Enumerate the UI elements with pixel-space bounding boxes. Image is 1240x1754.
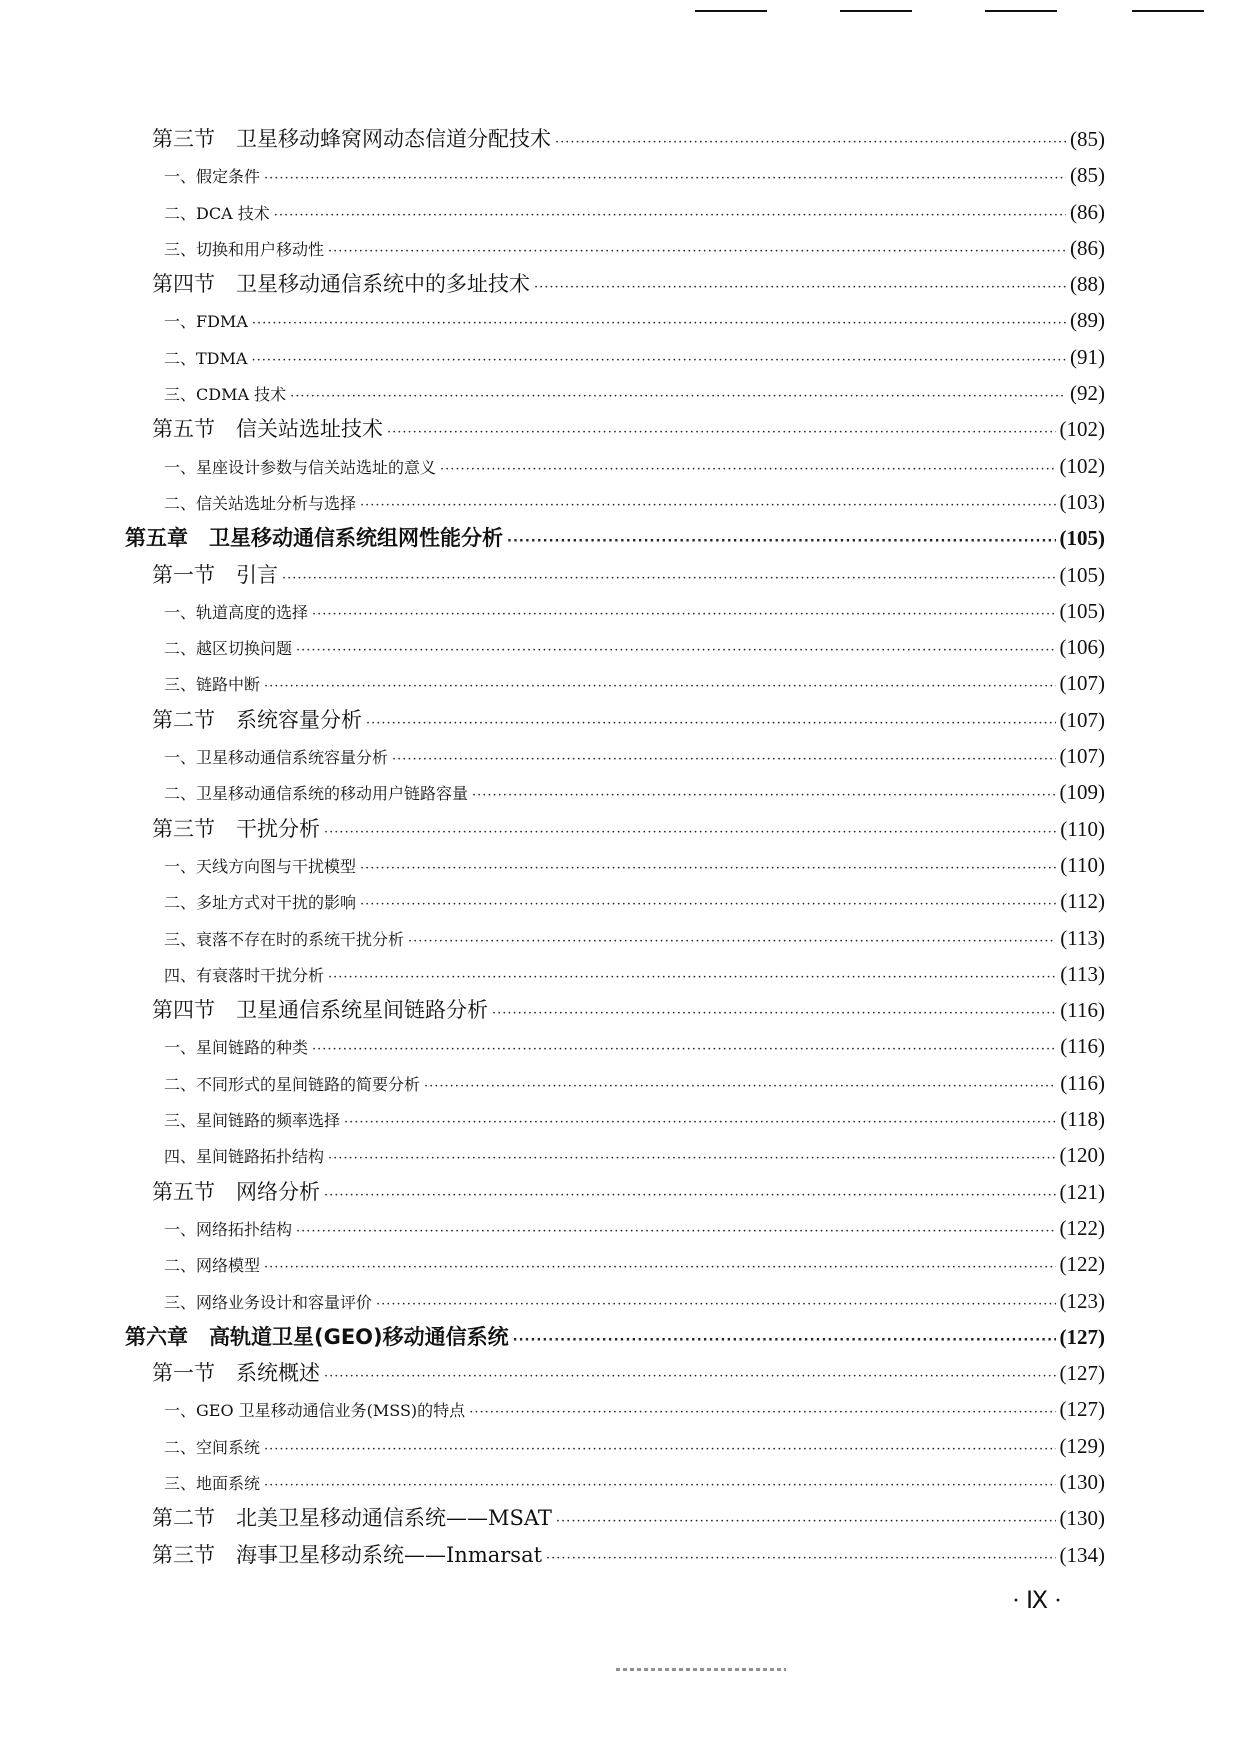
toc-entry-page: (120) xyxy=(1059,1143,1105,1168)
toc-subsection[interactable] xyxy=(125,1283,1105,1319)
toc-subsection[interactable] xyxy=(125,448,1105,484)
toc-entry-title: 三、CDMA 技术 xyxy=(164,385,287,405)
header-rule-4 xyxy=(1132,10,1204,12)
toc-entry-page: (105) xyxy=(1059,562,1105,587)
toc-section[interactable] xyxy=(125,702,1105,738)
toc-entry-page: (89) xyxy=(1070,308,1105,333)
dot-leader xyxy=(282,561,1056,597)
dot-leader xyxy=(312,597,1055,633)
toc-entry-page: (107) xyxy=(1059,707,1105,732)
toc-entry-title: 二、空间系统 xyxy=(164,1437,261,1457)
dot-leader xyxy=(251,343,1066,379)
dot-leader xyxy=(274,198,1066,234)
toc-entry-page: (85) xyxy=(1070,163,1105,188)
dot-leader xyxy=(296,633,1055,669)
toc-section[interactable] xyxy=(125,266,1105,302)
toc-entry-title: 一、卫星移动通信系统容量分析 xyxy=(164,748,389,768)
toc-entry-title: 一、星间链路的种类 xyxy=(164,1038,309,1058)
toc-subsection[interactable] xyxy=(125,1101,1105,1137)
toc-entry-title: 三、网络业务设计和容量评价 xyxy=(164,1292,373,1312)
dot-leader xyxy=(360,887,1056,923)
toc-entry-page: (86) xyxy=(1070,235,1105,260)
toc-entry-page: (130) xyxy=(1059,1506,1105,1531)
dot-leader xyxy=(296,1214,1055,1250)
dot-leader xyxy=(534,270,1066,306)
toc-entry-page: (127) xyxy=(1059,1397,1105,1422)
toc-entry-page: (113) xyxy=(1060,961,1105,986)
toc-section[interactable] xyxy=(125,1537,1105,1573)
dot-leader xyxy=(546,1541,1055,1577)
toc-entry-page: (123) xyxy=(1059,1288,1105,1313)
toc-subsection[interactable] xyxy=(125,1137,1105,1173)
toc-subsection[interactable] xyxy=(125,339,1105,375)
dot-leader xyxy=(472,778,1055,814)
dot-leader xyxy=(392,742,1055,778)
toc-section[interactable] xyxy=(125,411,1105,447)
toc-entry-title: 二、DCA 技术 xyxy=(164,203,270,223)
toc-subsection[interactable] xyxy=(125,920,1105,956)
toc-entry-title: 二、不同形式的星间链路的简要分析 xyxy=(164,1074,421,1094)
toc-entry-title: 三、星间链路的频率选择 xyxy=(164,1111,341,1131)
toc-subsection[interactable] xyxy=(125,484,1105,520)
toc-entry-title: 第五节 网络分析 xyxy=(152,1179,320,1204)
toc-entry-title: 第一节 引言 xyxy=(152,562,278,587)
dot-leader xyxy=(264,161,1066,197)
toc-subsection[interactable] xyxy=(125,230,1105,266)
toc-entry-page: (91) xyxy=(1070,344,1105,369)
toc-entry-page: (122) xyxy=(1059,1215,1105,1240)
toc-entry-page: (110) xyxy=(1060,852,1105,877)
toc-entry-page: (116) xyxy=(1060,998,1105,1023)
toc-entry-page: (110) xyxy=(1060,816,1105,841)
toc-subsection[interactable] xyxy=(125,1065,1105,1101)
dot-leader xyxy=(492,996,1056,1032)
toc-subsection[interactable] xyxy=(125,593,1105,629)
toc-subsection[interactable] xyxy=(125,375,1105,411)
toc-entry-title: 一、FDMA xyxy=(164,312,248,332)
toc-subsection[interactable] xyxy=(125,302,1105,338)
toc-entry-page: (112) xyxy=(1060,889,1105,914)
toc-subsection[interactable] xyxy=(125,1028,1105,1064)
toc-section[interactable] xyxy=(125,1500,1105,1536)
toc-entry-title: 第二节 北美卫星移动通信系统——MSAT xyxy=(152,1506,552,1531)
toc-entry-page: (116) xyxy=(1060,1034,1105,1059)
dot-leader xyxy=(360,851,1056,887)
dot-leader xyxy=(556,1504,1056,1540)
toc-entry-title: 第三节 卫星移动蜂窝网动态信道分配技术 xyxy=(152,127,551,151)
dot-leader xyxy=(290,379,1066,415)
toc-entry-title: 三、链路中断 xyxy=(164,675,261,695)
toc-subsection[interactable] xyxy=(125,1210,1105,1246)
toc-entry-page: (102) xyxy=(1059,453,1105,478)
toc-entry-page: (86) xyxy=(1070,199,1105,224)
toc-entry-title: 第三节 干扰分析 xyxy=(152,816,320,841)
dot-leader xyxy=(555,125,1066,161)
toc-entry-page: (107) xyxy=(1059,671,1105,696)
dot-leader xyxy=(507,524,1056,560)
toc-entry-page: (109) xyxy=(1059,780,1105,805)
table-of-contents xyxy=(125,121,1105,1573)
toc-entry-title: 一、假定条件 xyxy=(164,167,261,187)
toc-entry-title: 第一节 系统概述 xyxy=(152,1361,320,1386)
header-rule-3 xyxy=(985,10,1057,12)
toc-subsection[interactable] xyxy=(125,1464,1105,1500)
toc-entry-title: 二、越区切换问题 xyxy=(164,639,293,659)
toc-entry-title: 一、GEO 卫星移动通信业务(MSS)的特点 xyxy=(164,1401,466,1421)
dot-leader xyxy=(328,960,1056,996)
toc-entry-page: (121) xyxy=(1059,1179,1105,1204)
toc-entry-title: 二、信关站选址分析与选择 xyxy=(164,493,357,513)
toc-entry-page: (118) xyxy=(1060,1107,1105,1132)
dot-leader xyxy=(264,1250,1055,1286)
toc-entry-page: (103) xyxy=(1059,489,1105,514)
toc-section[interactable] xyxy=(125,1355,1105,1391)
toc-entry-page: (85) xyxy=(1070,127,1105,151)
toc-section[interactable] xyxy=(125,557,1105,593)
toc-subsection[interactable] xyxy=(125,774,1105,810)
dot-leader xyxy=(264,669,1055,705)
toc-subsection[interactable] xyxy=(125,629,1105,665)
toc-subsection[interactable] xyxy=(125,1391,1105,1427)
dot-leader xyxy=(328,1141,1055,1177)
dot-leader xyxy=(469,1395,1055,1431)
dot-leader xyxy=(376,1287,1055,1323)
toc-entry-title: 第三节 海事卫星移动系统——Inmarsat xyxy=(152,1542,543,1567)
toc-chapter[interactable] xyxy=(125,520,1105,556)
dot-leader xyxy=(424,1069,1056,1105)
toc-section[interactable] xyxy=(125,992,1105,1028)
toc-entry-title: 二、卫星移动通信系统的移动用户链路容量 xyxy=(164,784,469,804)
toc-entry-title: 三、切换和用户移动性 xyxy=(164,239,325,259)
header-rule-2 xyxy=(840,10,912,12)
dot-leader xyxy=(344,1105,1056,1141)
dot-leader xyxy=(513,1323,1056,1359)
dot-leader xyxy=(252,306,1066,342)
toc-entry-title: 四、有衰落时干扰分析 xyxy=(164,965,325,985)
toc-entry-page: (122) xyxy=(1059,1252,1105,1277)
toc-entry-title: 一、网络拓扑结构 xyxy=(164,1219,293,1239)
dot-leader xyxy=(264,1432,1055,1468)
toc-entry-title: 第六章 高轨道卫星(GEO)移动通信系统 xyxy=(125,1324,509,1349)
toc-section[interactable] xyxy=(125,1174,1105,1210)
toc-entry-page: (127) xyxy=(1059,1361,1105,1386)
toc-subsection[interactable] xyxy=(125,738,1105,774)
toc-entry-page: (105) xyxy=(1059,598,1105,623)
dot-leader xyxy=(312,1032,1056,1068)
toc-subsection[interactable] xyxy=(125,883,1105,919)
toc-entry-page: (129) xyxy=(1059,1433,1105,1458)
toc-entry-title: 二、网络模型 xyxy=(164,1256,261,1276)
header-rule-1 xyxy=(695,10,767,12)
toc-entry-page: (116) xyxy=(1060,1070,1105,1095)
toc-entry-title: 三、地面系统 xyxy=(164,1473,261,1493)
toc-entry-page: (130) xyxy=(1059,1469,1105,1494)
toc-subsection[interactable] xyxy=(125,157,1105,193)
toc-subsection[interactable] xyxy=(125,847,1105,883)
toc-entry-title: 第四节 卫星通信系统星间链路分析 xyxy=(152,998,488,1023)
toc-subsection[interactable] xyxy=(125,1428,1105,1464)
toc-entry-title: 二、多址方式对干扰的影响 xyxy=(164,893,357,913)
dot-leader xyxy=(324,1359,1056,1395)
dot-leader xyxy=(366,706,1056,742)
toc-entry-title: 一、星座设计参数与信关站选址的意义 xyxy=(164,457,437,477)
toc-entry-page: (105) xyxy=(1059,526,1105,551)
dot-leader xyxy=(408,924,1056,960)
dot-leader xyxy=(264,1468,1055,1504)
toc-entry-title: 二、TDMA xyxy=(164,348,248,368)
page-number: · Ⅸ · xyxy=(1012,1588,1063,1614)
toc-entry-title: 第二节 系统容量分析 xyxy=(152,707,362,732)
toc-entry-page: (107) xyxy=(1059,744,1105,769)
toc-subsection[interactable] xyxy=(125,194,1105,230)
toc-entry-title: 三、衰落不存在时的系统干扰分析 xyxy=(164,929,405,949)
toc-entry-page: (134) xyxy=(1059,1542,1105,1567)
toc-entry-title: 四、星间链路拓扑结构 xyxy=(164,1147,325,1167)
dot-leader xyxy=(440,452,1055,488)
toc-subsection[interactable] xyxy=(125,665,1105,701)
toc-section[interactable] xyxy=(125,811,1105,847)
toc-entry-title: 一、轨道高度的选择 xyxy=(164,602,309,622)
toc-subsection[interactable] xyxy=(125,1246,1105,1282)
toc-entry-page: (102) xyxy=(1059,417,1105,442)
dot-leader xyxy=(324,1178,1056,1214)
scan-artifact xyxy=(616,1668,786,1671)
dot-leader xyxy=(328,234,1066,270)
toc-section[interactable] xyxy=(125,121,1105,157)
toc-entry-page: (106) xyxy=(1059,635,1105,660)
toc-entry-page: (92) xyxy=(1070,381,1105,406)
toc-entry-title: 第四节 卫星移动通信系统中的多址技术 xyxy=(152,272,530,297)
toc-entry-page: (88) xyxy=(1070,272,1105,297)
toc-entry-title: 第五节 信关站选址技术 xyxy=(152,417,383,442)
dot-leader xyxy=(387,415,1056,451)
toc-entry-title: 一、天线方向图与干扰模型 xyxy=(164,856,357,876)
dot-leader xyxy=(360,488,1055,524)
toc-entry-title: 第五章 卫星移动通信系统组网性能分析 xyxy=(125,526,503,551)
dot-leader xyxy=(324,815,1056,851)
toc-subsection[interactable] xyxy=(125,956,1105,992)
toc-chapter[interactable] xyxy=(125,1319,1105,1355)
toc-entry-page: (127) xyxy=(1059,1324,1105,1349)
toc-entry-page: (113) xyxy=(1060,925,1105,950)
